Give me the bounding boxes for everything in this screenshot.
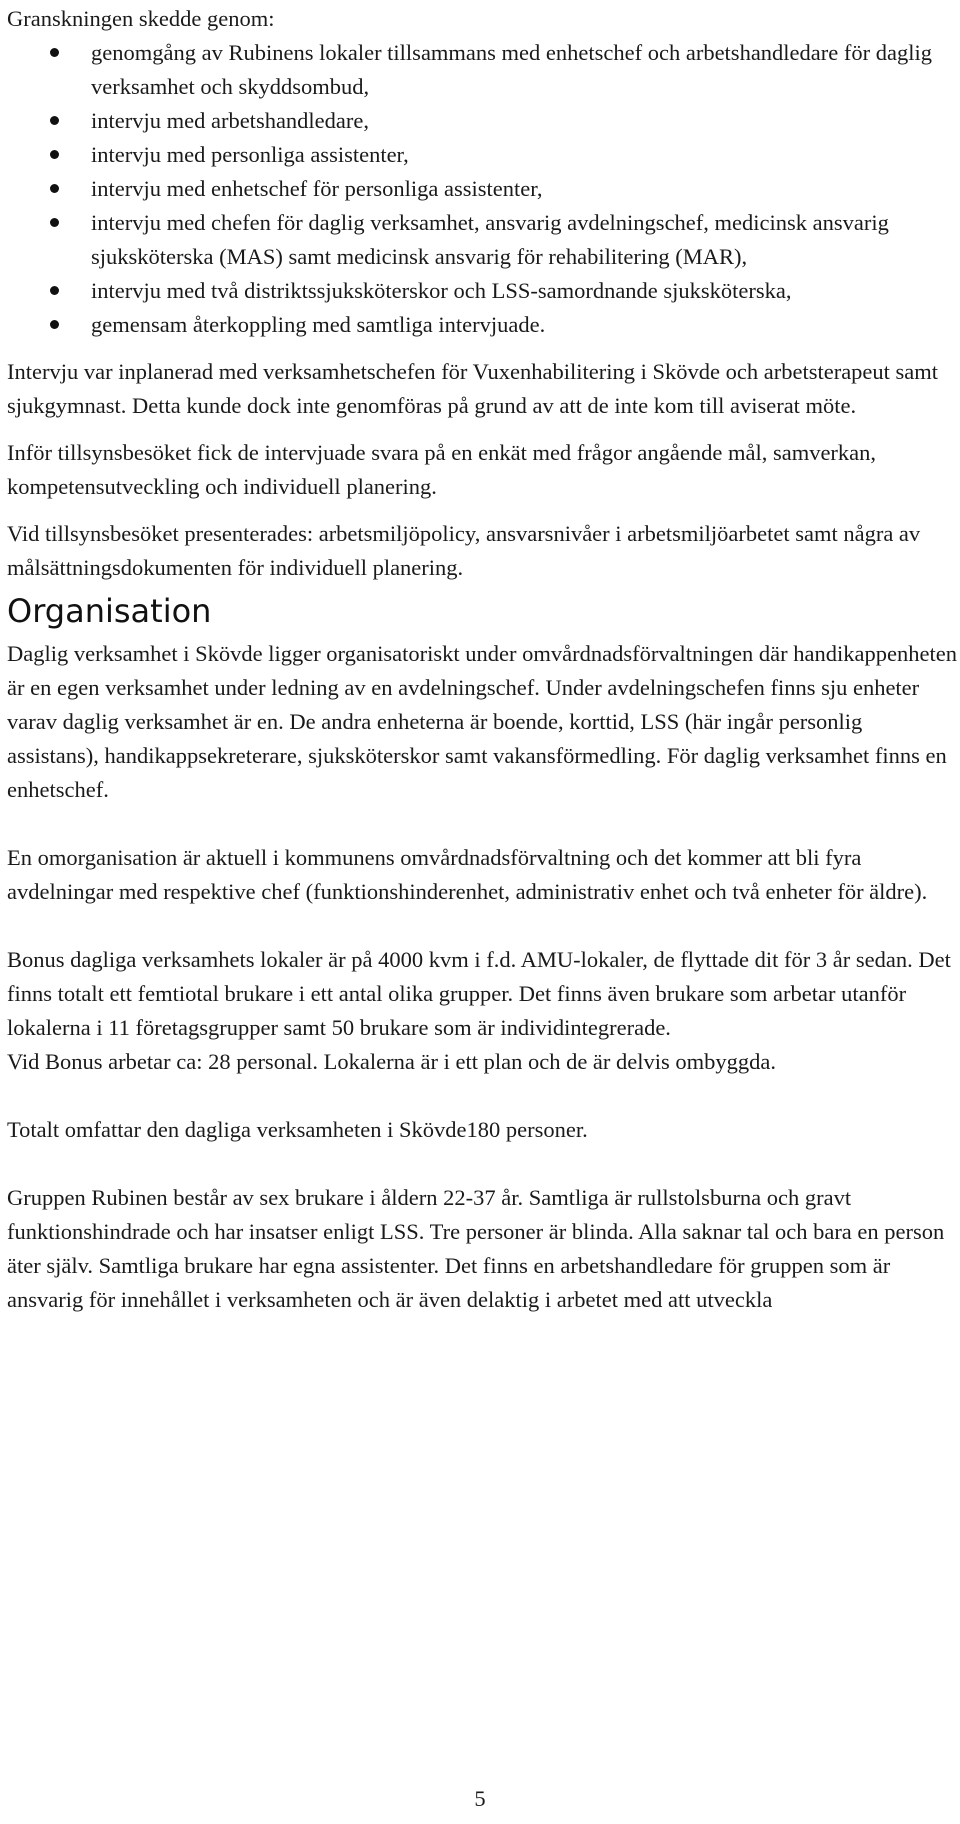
list-item-text: intervju med arbetshandledare,: [91, 108, 370, 133]
list-item-text: intervju med två distriktssjuksköterskor och LSS-samordnande sjuksköterska,: [91, 278, 792, 303]
list-item-text: genomgång av Rubinens lokaler tillsammans med enhetschef och arbetshandledare för daglig verksamhet och skyddsombud,: [91, 40, 932, 99]
reorganisation-paragraph: En omorganisation är aktuell i kommunens omvårdnadsförvaltning och det kommer att bli fyra avdelningar med respektive chef (funktionshinderenhet, administrativ enhet och två enheter för äldre).: [7, 845, 928, 904]
bullet-icon: [50, 218, 59, 227]
intro-line: Granskningen skedde genom:: [7, 6, 275, 31]
list-item-text: intervju med chefen för daglig verksamhet, ansvarig avdelningschef, medicinsk ansvarig sjuksköterska (MAS) samt medicinsk ansvarig för rehabilitering (MAR),: [91, 210, 889, 269]
list-item: [7, 308, 957, 342]
list-item: [7, 104, 957, 138]
presented-documents-paragraph: Vid tillsynsbesöket presenterades: arbetsmiljöpolicy, ansvarsnivåer i arbetsmiljöarbetet samt några av målsättningsdokumenten för individuell planering.: [7, 521, 921, 580]
bonus-staff-paragraph: Vid Bonus arbetar ca: 28 personal. Lokalerna är i ett plan och de är delvis ombyggda.: [7, 1049, 777, 1074]
total-paragraph: Totalt omfattar den dagliga verksamheten i Skövde180 personer.: [7, 1117, 588, 1142]
group-paragraph: Gruppen Rubinen består av sex brukare i åldern 22-37 år. Samtliga är rullstolsburna och gravt funktionshindrade och har insatser enligt LSS. Tre personer är blinda. Alla saknar tal och bara en person äter själv. Samtliga brukare har egna assistenter. Det finns en arbetshandledare för gruppen som är ansvarig för innehållet i verksamheten och är även delaktig i arbetet med att utveckla: [7, 1185, 945, 1312]
bonus-premises-paragraph: Bonus dagliga verksamhets lokaler är på 4000 kvm i f.d. AMU-lokaler, de flyttade dit för 3 år sedan. Det finns totalt ett femtiotal brukare i ett antal olika grupper. Det finns även brukare som arbetar utanför lokalerna i 11 företagsgrupper samt 50 brukare som är individintegrerade.: [7, 947, 951, 1040]
document-page: [7, 0, 957, 1317]
organisation-paragraph: Daglig verksamhet i Skövde ligger organisatoriskt under omvårdnadsförvaltningen där handikappenheten är en egen verksamhet under ledning av en avdelningschef. Under avdelningschefen finns sju enheter varav daglig verksamhet är en. De andra enheterna är boende, korttid, LSS (här ingår personlig assistans), handikappsekreterare, sjuksköterskor samt vakansförmedling. För daglig verksamhet finns en enhetschef.: [7, 641, 957, 802]
bullet-icon: [50, 320, 59, 329]
bullet-icon: [50, 150, 59, 159]
section-heading: Organisation: [7, 592, 212, 630]
bullet-icon: [50, 286, 59, 295]
interview-list: [7, 36, 957, 342]
page-number: 5: [474, 1786, 486, 1811]
list-item: [7, 206, 957, 274]
list-item: [7, 138, 957, 172]
list-item-text: intervju med personliga assistenter,: [91, 142, 409, 167]
list-item: [7, 36, 957, 104]
list-item-text: gemensam återkoppling med samtliga intervjuade.: [91, 312, 546, 337]
bullet-icon: [50, 116, 59, 125]
survey-paragraph: Inför tillsynsbesöket fick de intervjuade svara på en enkät med frågor angående mål, samverkan, kompetensutveckling och individuell planering.: [7, 440, 877, 499]
planned-interview-paragraph: Intervju var inplanerad med verksamhetschefen för Vuxenhabilitering i Skövde och arbetsterapeut samt sjukgymnast. Detta kunde dock inte genomföras på grund av att de inte kom till aviserat möte.: [7, 359, 939, 418]
list-item: [7, 274, 957, 308]
bullet-icon: [50, 48, 59, 57]
list-item: [7, 172, 957, 206]
bullet-icon: [50, 184, 59, 193]
list-item-text: intervju med enhetschef för personliga assistenter,: [91, 176, 543, 201]
